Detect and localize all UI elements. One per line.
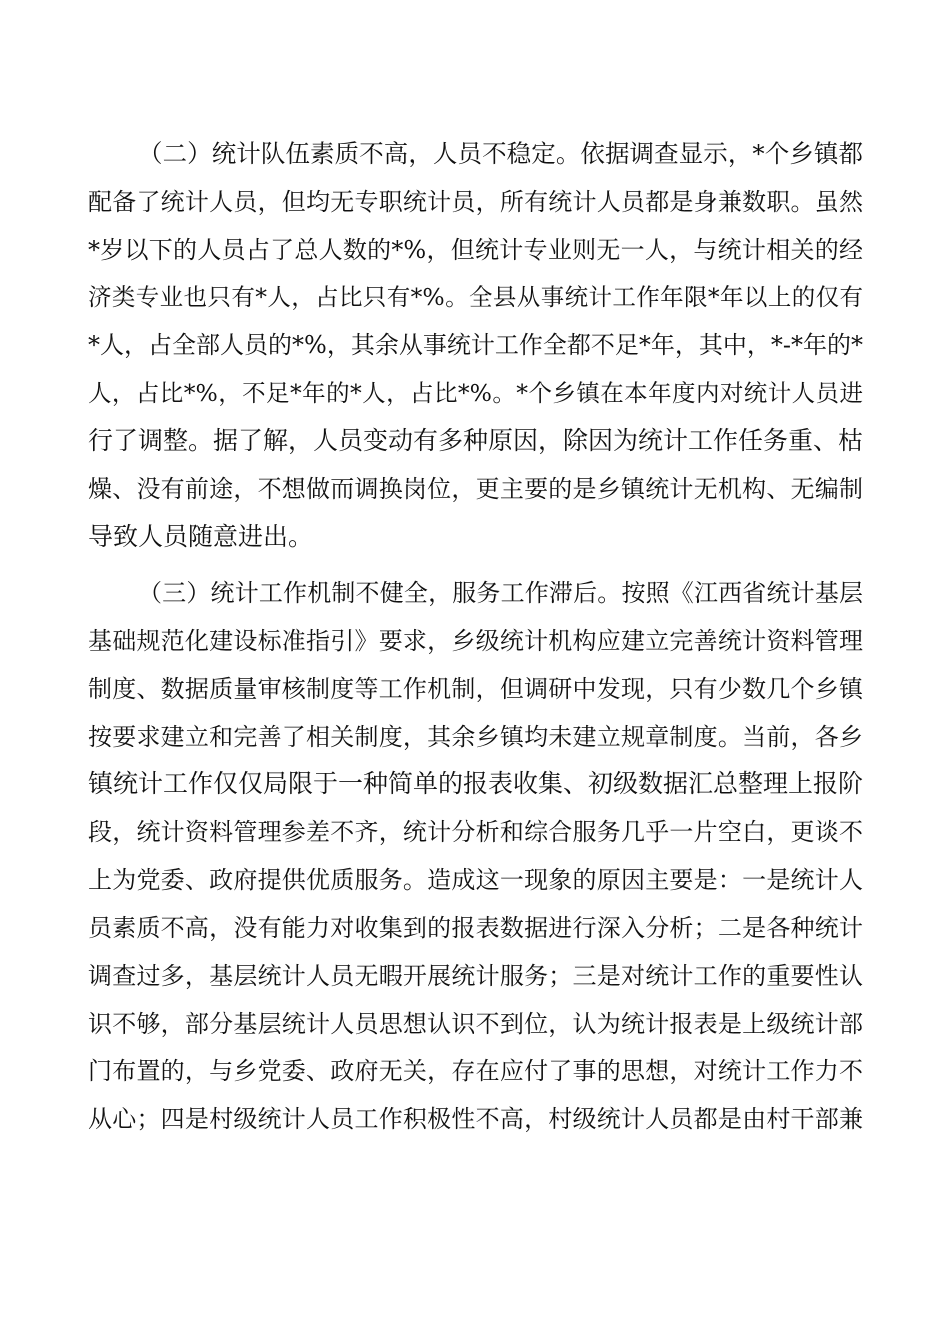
- text-line: 上为党委、政府提供优质服务。造成这一现象的原因主要是：一是统计人: [88, 866, 863, 894]
- text-line: 识不够，部分基层统计人员思想认识不到位，认为统计报表是上级统计部: [88, 1010, 863, 1038]
- text-line: 员素质不高，没有能力对收集到的报表数据进行深入分析；二是各种统计: [88, 914, 863, 942]
- text-line: 镇统计工作仅仅局限于一种简单的报表收集、初级数据汇总整理上报阶: [88, 769, 864, 798]
- text-line: 门布置的，与乡党委、政府无关，存在应付了事的思想，对统计工作力不: [88, 1057, 863, 1085]
- text-line: （三）统计工作机制不健全，服务工作滞后。按照《江西省统计基层: [138, 579, 863, 607]
- text-line: 基础规范化建设标准指引》要求，乡级统计机构应建立完善统计资料管理: [88, 627, 863, 655]
- text-line: *人，占全部人员的*%，其余从事统计工作全都不足*年，其中，*-*年的*: [88, 331, 863, 359]
- text-line: 人，占比*%，不足*年的*人，占比*%。*个乡镇在本年度内对统计人员进: [88, 379, 863, 407]
- text-line: 制度、数据质量审核制度等工作机制，但调研中发现，只有少数几个乡镇: [88, 675, 863, 703]
- text-line: 济类专业也只有*人，占比只有*%。全县从事统计工作年限*年以上的仅有: [88, 283, 863, 311]
- text-line: 配备了统计人员，但均无专职统计员，所有统计人员都是身兼数职。虽然: [88, 188, 863, 216]
- text-line: 调查过多，基层统计人员无暇开展统计服务；三是对统计工作的重要性认: [88, 962, 863, 990]
- text-line: *岁以下的人员占了总人数的*%，但统计专业则无一人，与统计相关的经: [88, 236, 863, 264]
- text-line: 燥、没有前途，不想做而调换岗位，更主要的是乡镇统计无机构、无编制: [88, 475, 863, 503]
- text-line: 按要求建立和完善了相关制度，其余乡镇均未建立规章制度。当前，各乡: [88, 723, 863, 751]
- text-line: 从心；四是村级统计人员工作积极性不高，村级统计人员都是由村干部兼: [88, 1105, 863, 1133]
- text-line: 行了调整。据了解，人员变动有多种原因，除因为统计工作任务重、枯: [88, 426, 864, 455]
- text-line: 段，统计资料管理参差不齐，统计分析和综合服务几乎一片空白，更谈不: [88, 818, 863, 846]
- text-line: 导致人员随意进出。: [88, 522, 314, 551]
- text-line: （二）统计队伍素质不高，人员不稳定。依据调查显示，*个乡镇都: [138, 139, 863, 168]
